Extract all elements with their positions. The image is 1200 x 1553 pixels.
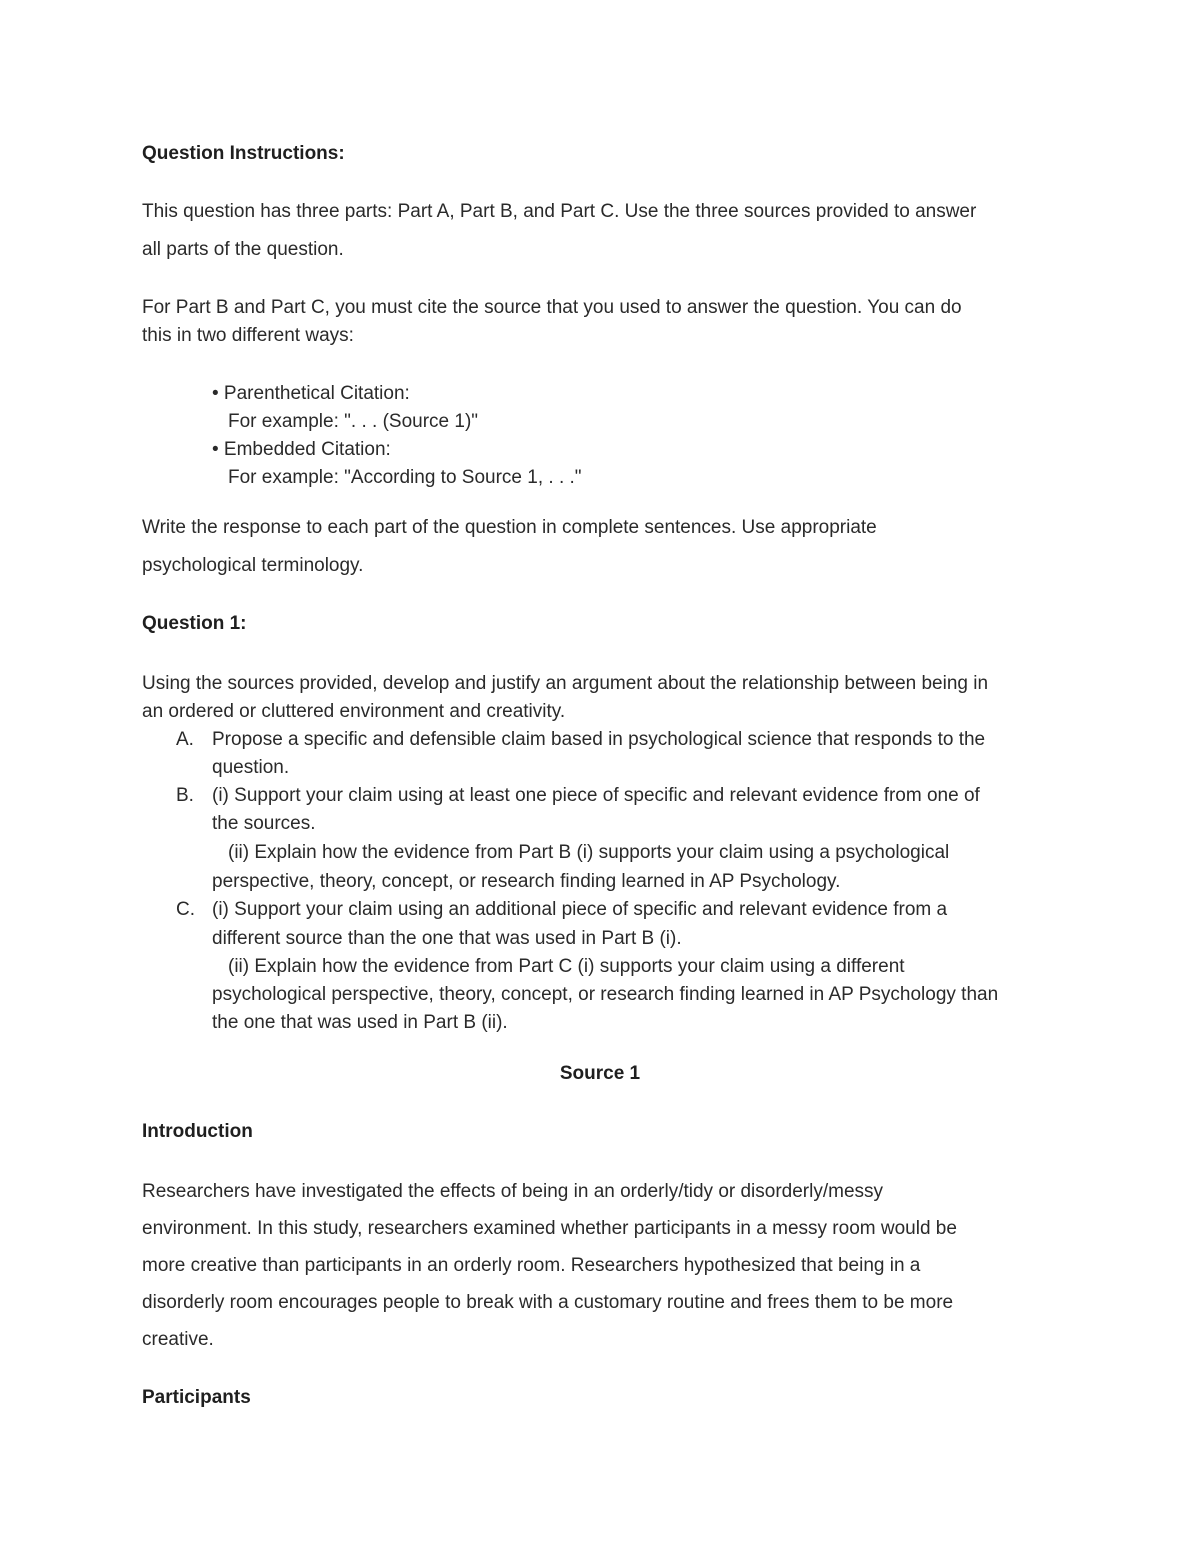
part-a-line-1: Propose a specific and defensible claim based in psychological science that responds to the	[212, 729, 986, 750]
part-c-line-1: (i) Support your claim using an additional piece of specific and relevant evidence from a	[212, 899, 948, 920]
part-a-line-2: question.	[212, 757, 290, 778]
instructions-paragraph-2-line-1: For Part B and Part C, you must cite the source that you used to answer the question. You can do	[142, 297, 962, 318]
part-c-line-3: (ii) Explain how the evidence from Part C (i) supports your claim using a different	[228, 956, 905, 977]
part-c-line-4: psychological perspective, theory, concept, or research finding learned in AP Psychology than	[212, 984, 999, 1005]
part-b-line-3: (ii) Explain how the evidence from Part B (i) supports your claim using a psychological	[228, 842, 950, 863]
part-c-line-2: different source than the one that was used in Part B (i).	[212, 928, 682, 949]
source-1-intro-line-5: creative.	[142, 1329, 214, 1350]
source-1-introduction-heading: Introduction	[142, 1121, 253, 1142]
instructions-paragraph-3-line-2: psychological terminology.	[142, 555, 364, 576]
question-intro-line-1: Using the sources provided, develop and justify an argument about the relationship between being in	[142, 673, 989, 694]
source-1-title: Source 1	[559, 1063, 641, 1084]
citation-bullet-parenthetical: • Parenthetical Citation:	[212, 383, 410, 404]
part-a-label: A.	[176, 729, 194, 750]
source-1-participants-heading: Participants	[142, 1387, 251, 1408]
citation-example-parenthetical: For example: ". . . (Source 1)"	[228, 411, 479, 432]
part-b-line-4: perspective, theory, concept, or research finding learned in AP Psychology.	[212, 871, 841, 892]
instructions-paragraph-2-line-2: this in two different ways:	[142, 325, 354, 346]
citation-example-embedded: For example: "According to Source 1, . . ."	[228, 467, 582, 488]
instructions-paragraph-1-line-2: all parts of the question.	[142, 239, 344, 260]
citation-bullet-embedded: • Embedded Citation:	[212, 439, 391, 460]
part-b-line-2: the sources.	[212, 813, 316, 834]
part-b-line-1: (i) Support your claim using at least one piece of specific and relevant evidence from one of	[212, 785, 980, 806]
part-c-line-5: the one that was used in Part B (ii).	[212, 1012, 508, 1033]
instructions-heading: Question Instructions:	[142, 143, 345, 164]
question-heading: Question 1:	[142, 613, 247, 634]
source-1-intro-line-1: Researchers have investigated the effects of being in an orderly/tidy or disorderly/messy	[142, 1181, 884, 1202]
instructions-paragraph-3-line-1: Write the response to each part of the question in complete sentences. Use appropriate	[142, 517, 877, 538]
instructions-paragraph-1-line-1: This question has three parts: Part A, Part B, and Part C. Use the three sources provided to answer	[142, 201, 977, 222]
part-b-label: B.	[176, 785, 194, 806]
source-1-intro-line-2: environment. In this study, researchers examined whether participants in a messy room would be	[142, 1218, 957, 1239]
source-1-intro-line-4: disorderly room encourages people to break with a customary routine and frees them to be more	[142, 1292, 954, 1313]
question-intro-line-2: an ordered or cluttered environment and creativity.	[142, 701, 566, 722]
source-1-intro-line-3: more creative than participants in an orderly room. Researchers hypothesized that being in a	[142, 1255, 921, 1276]
part-c-label: C.	[176, 899, 195, 920]
